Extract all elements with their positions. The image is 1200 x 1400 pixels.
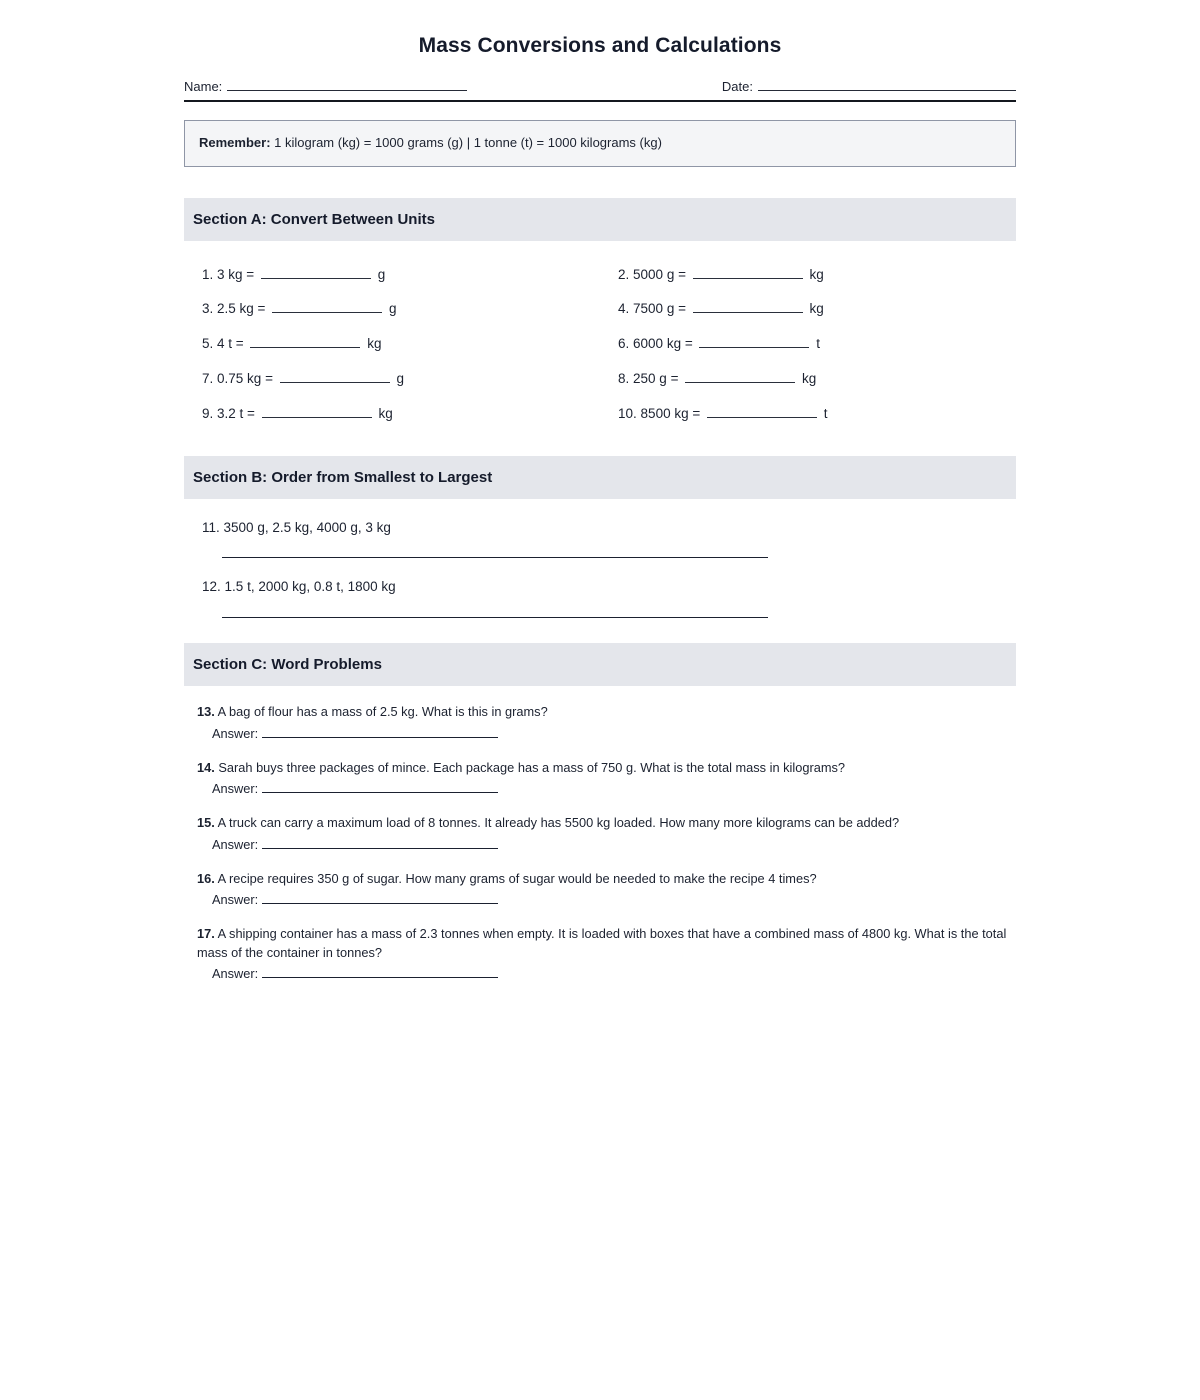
item-number: 17. [197, 926, 215, 942]
answer-label: Answer: [212, 966, 259, 982]
item-value: 0.75 kg = [217, 371, 273, 387]
answer-blank[interactable] [250, 334, 360, 348]
answer-blank[interactable] [261, 265, 371, 279]
section-b [184, 456, 1016, 618]
answer-label: Answer: [212, 892, 259, 908]
item-text: 3500 g, 2.5 kg, 4000 g, 3 kg [223, 519, 391, 535]
item-number: 6. [618, 336, 630, 352]
item-value: 4 t = [217, 336, 244, 352]
section-c [184, 643, 1016, 981]
item-number: 1. [202, 266, 214, 282]
order-item [184, 519, 1016, 537]
section-c-heading: Section C: Word Problems [184, 643, 1016, 686]
remember-text: 1 kilogram (kg) = 1000 grams (g) | 1 tonne (t) = 1000 kilograms (kg) [274, 135, 662, 150]
item-unit: g [388, 301, 397, 317]
item-text: 1.5 t, 2000 kg, 0.8 t, 1800 kg [224, 579, 396, 595]
item-number: 4. [618, 301, 630, 317]
order-answer-line[interactable] [222, 617, 768, 618]
item-number: 8. [618, 371, 630, 387]
item-number: 9. [202, 406, 214, 422]
item-value: 5000 g = [633, 266, 686, 282]
answer-line[interactable] [262, 891, 498, 904]
item-number: 5. [202, 336, 214, 352]
name-label: Name: [184, 79, 223, 94]
item-value: 250 g = [633, 371, 679, 387]
conversion-item [618, 396, 1016, 431]
order-answer-line[interactable] [222, 557, 768, 558]
worksheet-body [184, 0, 1016, 981]
conversion-item [618, 326, 1016, 361]
item-number: 2. [618, 266, 630, 282]
item-number: 15. [197, 815, 215, 831]
conversion-item [184, 257, 618, 292]
item-value: 3 kg = [217, 266, 255, 282]
answer-line[interactable] [262, 965, 498, 978]
name-input-line[interactable] [227, 77, 467, 91]
item-unit: g [377, 266, 386, 282]
item-unit: t [823, 406, 828, 422]
item-unit: kg [809, 301, 824, 317]
item-unit: t [816, 336, 821, 352]
item-number: 14. [197, 759, 215, 775]
name-field[interactable] [184, 77, 467, 94]
item-number: 12. [202, 579, 221, 595]
item-unit: g [396, 371, 404, 387]
date-label: Date: [721, 79, 753, 94]
section-b-heading: Section B: Order from Smallest to Largest [184, 456, 1016, 499]
conversion-item [618, 361, 1016, 396]
item-unit: kg [801, 371, 817, 387]
word-problem [184, 870, 1016, 889]
item-value: 8500 kg = [640, 406, 701, 422]
conversion-item [184, 396, 618, 431]
word-problem [184, 814, 1016, 833]
item-text: A truck can carry a maximum load of 8 tonnes. It already has 5500 kg loaded. How many more kilograms can be added? [217, 815, 900, 831]
answer-label: Answer: [212, 781, 259, 797]
item-number: 16. [197, 870, 215, 886]
item-value: 3.2 t = [217, 406, 255, 422]
item-text: A recipe requires 350 g of sugar. How many grams of sugar would be needed to make the recipe 4 times? [217, 870, 817, 886]
answer-line[interactable] [262, 780, 498, 793]
item-number: 11. [202, 519, 220, 535]
answer-label: Answer: [212, 836, 259, 852]
order-item [184, 578, 1016, 596]
item-text: A bag of flour has a mass of 2.5 kg. What is this in grams? [217, 704, 548, 720]
word-problem [184, 925, 1016, 962]
section-a [184, 198, 1016, 431]
item-unit: kg [367, 336, 382, 352]
item-number: 7. [202, 371, 214, 387]
answer-row [184, 836, 1016, 852]
answer-blank[interactable] [699, 334, 809, 348]
conversion-item [618, 257, 1016, 292]
answer-row [184, 725, 1016, 741]
answer-row [184, 891, 1016, 907]
answer-row [184, 780, 1016, 796]
answer-blank[interactable] [280, 369, 390, 383]
conversion-item [184, 361, 618, 396]
item-text: Sarah buys three packages of mince. Each package has a mass of 750 g. What is the total mass in kilograms? [218, 759, 846, 775]
conversion-item [184, 291, 618, 326]
date-field[interactable] [722, 77, 1016, 94]
answer-blank[interactable] [272, 299, 382, 313]
answer-line[interactable] [262, 836, 498, 849]
answer-blank[interactable] [262, 404, 372, 418]
name-date-row [184, 77, 1016, 94]
page-title: Mass Conversions and Calculations [418, 34, 782, 57]
remember-label: Remember: [199, 135, 271, 150]
answer-blank[interactable] [707, 404, 817, 418]
header-divider [184, 100, 1016, 102]
answer-blank[interactable] [693, 299, 803, 313]
conversion-grid [184, 257, 1016, 431]
item-value: 2.5 kg = [217, 301, 266, 317]
item-number: 13. [197, 704, 215, 720]
item-unit: kg [809, 266, 824, 282]
item-unit: kg [378, 406, 393, 422]
date-input-line[interactable] [758, 77, 1016, 91]
item-number: 10. [618, 406, 637, 422]
answer-blank[interactable] [693, 265, 803, 279]
item-number: 3. [202, 301, 214, 317]
answer-blank[interactable] [685, 369, 795, 383]
item-value: 7500 g = [633, 301, 686, 317]
word-problem [184, 703, 1016, 722]
section-a-heading: Section A: Convert Between Units [184, 198, 1016, 241]
answer-line[interactable] [262, 725, 498, 738]
conversion-item [184, 326, 618, 361]
conversion-item [618, 291, 1016, 326]
answer-label: Answer: [212, 725, 259, 741]
answer-row [184, 965, 1016, 981]
item-value: 6000 kg = [633, 336, 693, 352]
item-text: A shipping container has a mass of 2.3 tonnes when empty. It is loaded with boxes that have a combined mass of 4800 kg. What is the total mass of the container in tonnes? [197, 926, 1007, 960]
remember-box [184, 120, 1016, 167]
word-problem [184, 759, 1016, 778]
